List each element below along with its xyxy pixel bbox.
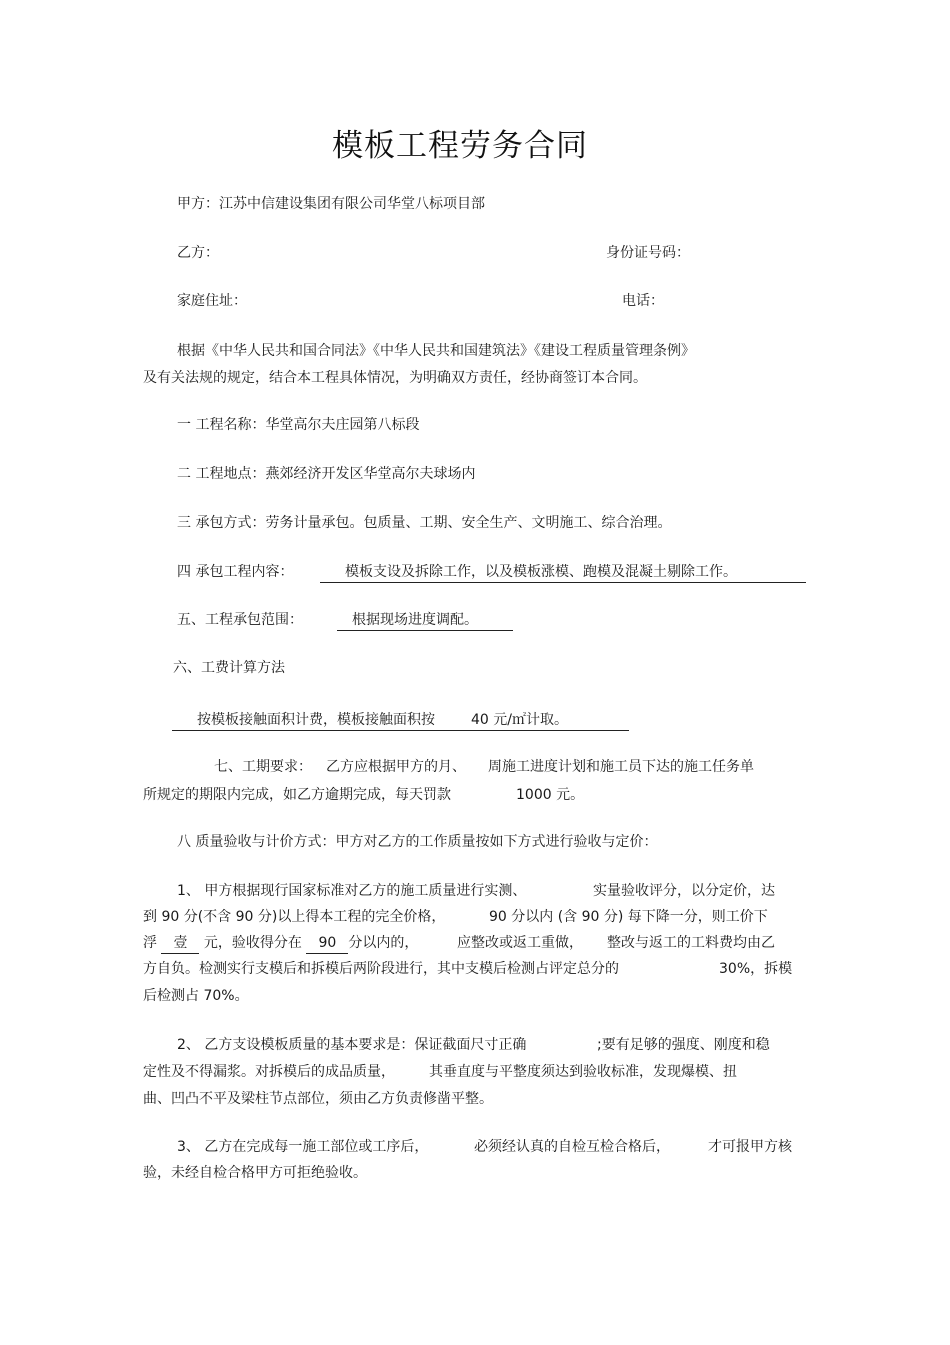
clause1-line5: 后检测占 70%。 <box>143 988 249 1004</box>
item-scope-label: 五、工程承包范围： <box>177 612 303 628</box>
party-b-label: 乙方： <box>177 245 219 261</box>
fee-method-value <box>172 711 629 731</box>
fee-rate-text: 40 元/㎡计取。 <box>471 712 568 728</box>
clause1-line3-d: 应整改或返工重做， <box>457 935 583 951</box>
clause1-line3 <box>143 934 418 954</box>
work-content-underlined: 模板支设及拆除工作，以及模板涨模、跑模及混凝土剔除工作。 <box>320 563 806 583</box>
clause1-float-label: 浮 <box>143 935 157 951</box>
intro-line-1: 根据《中华人民共和国合同法》《中华人民共和国建筑法》《建设工程质量管理条例》 <box>177 343 695 359</box>
item-schedule-penalty: 1000 元。 <box>516 787 585 803</box>
item-project-location: 二 工程地点：燕郊经济开发区华堂高尔夫球场内 <box>177 466 476 482</box>
clause2-line3: 曲、凹凸不平及梁柱节点部位，须由乙方负责修凿平整。 <box>143 1091 493 1107</box>
item-schedule-text-a: 乙方应根据甲方的月、 <box>326 759 466 775</box>
item-fee-method: 六、工费计算方法 <box>173 660 285 676</box>
fee-method-underlined <box>172 711 629 731</box>
item-scope-value <box>337 611 513 631</box>
clause1-score-value: 90 <box>306 934 348 954</box>
item-schedule-line2: 所规定的期限内完成，如乙方逾期完成，每天罚款 <box>143 787 451 803</box>
clause1-line3-e: 整改与返工的工料费均由乙 <box>607 935 775 951</box>
clause1-line4-b: 30%，拆模 <box>719 961 793 977</box>
clause1-within-text: 分以内的， <box>348 935 419 951</box>
clause3-line1-a: 3、 乙方在完成每一施工部位或工序后， <box>177 1139 429 1155</box>
item-work-content-value <box>320 563 806 583</box>
intro-line-2: 及有关法规的规定，结合本工程具体情况，为明确双方责任，经协商签订本合同。 <box>143 370 647 386</box>
clause1-line2-a: 到 90 分(不含 90 分)以上得本工程的完全价格， <box>143 909 446 925</box>
clause1-line1-b: 实量验收评分，以分定价，达 <box>593 883 775 899</box>
item-schedule-label: 七、工期要求： <box>214 759 312 775</box>
party-a-line: 甲方：江苏中信建设集团有限公司华堂八标项目部 <box>177 196 485 212</box>
clause2-line1-a: 2、 乙方支设模板质量的基本要求是：保证截面尺寸正确 <box>177 1037 527 1053</box>
clause3-line1-c: 才可报甲方核 <box>708 1139 792 1155</box>
contract-title: 模板工程劳务合同 <box>332 128 588 164</box>
clause3-line2: 验，未经自检合格甲方可拒绝验收。 <box>143 1165 367 1181</box>
item-contract-mode: 三 承包方式：劳务计量承包。包质量、工期、安全生产、文明施工、综合治理。 <box>177 515 672 531</box>
clause2-line2-b: 其垂直度与平整度须达到验收标准，发现爆模、扭 <box>429 1064 737 1080</box>
item-project-name: 一 工程名称：华堂高尔夫庄园第八标段 <box>177 417 420 433</box>
clause1-line2-b: 90 分以内 (含 90 分) 每下降一分，则工价下 <box>489 909 768 925</box>
clause2-line1-b: ;要有足够的强度、刚度和稳 <box>597 1037 770 1053</box>
address-label: 家庭住址： <box>177 293 247 309</box>
clause2-line2-a: 定性及不得漏浆。对拆模后的成品质量， <box>143 1064 395 1080</box>
item-quality-acceptance: 八 质量验收与计价方式：甲方对乙方的工作质量按如下方式进行验收与定价： <box>177 834 658 850</box>
clause1-line4-a: 方自负。检测实行支模后和拆模后两阶段进行，其中支模后检测占评定总分的 <box>143 961 619 977</box>
phone-label: 电话： <box>622 293 664 309</box>
scope-underlined: 根据现场进度调配。 <box>337 611 513 631</box>
item-schedule-text-b: 周施工进度计划和施工员下达的施工任务单 <box>488 759 754 775</box>
clause1-float-amount: 壹 <box>161 934 199 954</box>
item-work-content-label: 四 承包工程内容： <box>177 564 294 580</box>
id-number-label: 身份证号码： <box>606 245 690 261</box>
clause1-score-text: 元，验收得分在 <box>203 935 302 951</box>
clause1-line1-a: 1、 甲方根据现行国家标准对乙方的施工质量进行实测、 <box>177 883 527 899</box>
fee-basis-text: 按模板接触面积计费，模板接触面积按 <box>197 712 435 728</box>
clause3-line1-b: 必须经认真的自检互检合格后， <box>474 1139 670 1155</box>
